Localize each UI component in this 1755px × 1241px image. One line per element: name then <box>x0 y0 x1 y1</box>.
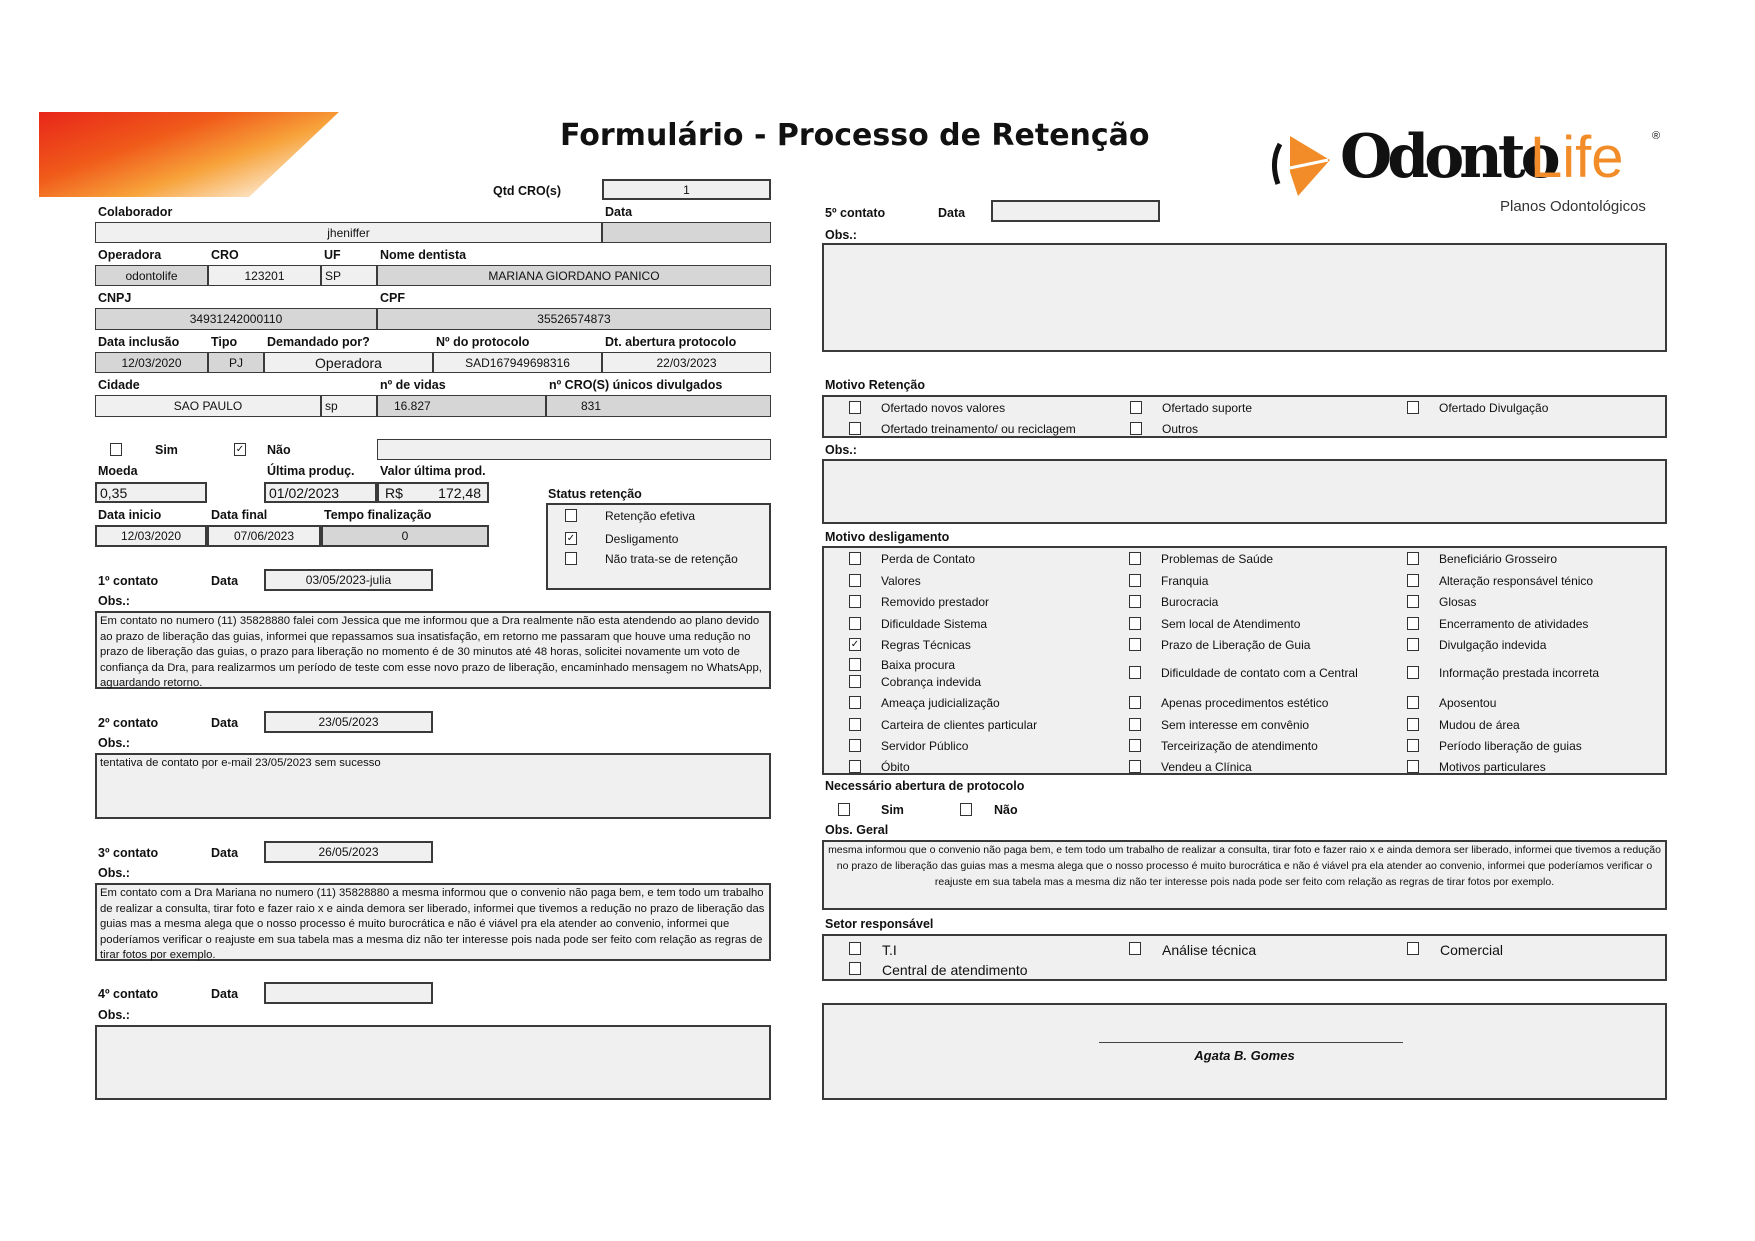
motivo-desligamento-2-9-checkbox[interactable] <box>1407 760 1419 773</box>
contato-4-data-label: Data <box>211 987 239 1001</box>
logo-text-orange: Life <box>1530 125 1624 190</box>
vidas-field[interactable]: 16.827 <box>377 395 546 417</box>
logo-text: Odonto <box>1340 122 1556 192</box>
page-title: Formulário - Processo de Retenção <box>560 118 1150 153</box>
obs-geral-text: mesma informou que o convenio não paga bem, e tem todo um trabalho de realizar a consulta, tirar foto e fazer raio x e ainda demora ser liberado, informei que tivemos a redução no prazo de liberação das guias mas a mesma alega que o nosso processo é muito burocrática e não é viável pra ela atender ao convenio, informei que poderíamos verificar o reajuste em sua tabela mas a mesma diz não ter interesse pois nada pode ser feito com relação as regras de tirar fotos por exemplo. <box>828 844 1661 888</box>
motivo-desligamento-1-1-label: Franquia <box>1161 574 1209 588</box>
motivo-desligamento-0-0-label: Perda de Contato <box>881 552 976 566</box>
setor-option-3-checkbox[interactable] <box>849 962 861 975</box>
moeda-field[interactable]: 0,35 <box>95 482 207 503</box>
contato-3-obs-label: Obs.: <box>98 866 130 880</box>
inicio-label: Data inicio <box>98 508 162 522</box>
registered-mark: ® <box>1652 130 1661 142</box>
qtd-cro-label: Qtd CRO(s) <box>493 184 562 198</box>
contato-3-label: 3º contato <box>98 846 159 860</box>
inclusao-field[interactable]: 12/03/2020 <box>95 352 208 373</box>
tipo-label: Tipo <box>211 335 238 349</box>
motivo-desligamento-0-1-label: Valores <box>881 574 921 588</box>
motivo-retencao-option-0-label: Ofertado novos valores <box>881 401 1006 415</box>
motivo-desligamento-2-5-label: Informação prestada incorreta <box>1439 666 1600 680</box>
motivo-desligamento-1-0-label: Problemas de Saúde <box>1161 552 1274 566</box>
motivo-desligamento-1-5-checkbox[interactable] <box>1129 666 1141 679</box>
colaborador-field[interactable]: jheniffer <box>95 222 602 243</box>
operadora-label: Operadora <box>98 248 162 262</box>
cnpj-field[interactable]: 34931242000110 <box>95 308 377 330</box>
motivo-desligamento-1-3-label: Sem local de Atendimento <box>1161 617 1301 631</box>
qtd-cro-field[interactable]: 1 <box>602 179 771 200</box>
contato-2-obs-field[interactable] <box>95 753 771 819</box>
status-option-1-checkbox[interactable]: ✓ <box>566 533 576 544</box>
contato-5-obs-label: Obs.: <box>825 228 857 242</box>
motivo-retencao-obs-field[interactable] <box>822 459 1667 524</box>
motivo-desligamento-0-3-label: Dificuldade Sistema <box>881 617 988 631</box>
setor-option-1-checkbox[interactable] <box>1129 942 1141 955</box>
contato-5-obs-field[interactable] <box>822 243 1667 352</box>
operadora-field[interactable]: odontolife <box>95 265 208 286</box>
motivo-desligamento-1-0-checkbox[interactable] <box>1129 552 1141 565</box>
cro-label: CRO <box>211 248 239 262</box>
cnpj-label: CNPJ <box>98 291 132 305</box>
protocolo-sim-checkbox[interactable] <box>838 803 850 816</box>
cros-field[interactable]: 831 <box>546 395 771 417</box>
uf-field[interactable]: SP <box>321 265 377 286</box>
protocolo-necessario-label: Necessário abertura de protocolo <box>825 779 1025 793</box>
logo-mark-icon <box>1268 132 1338 200</box>
obs-geral-label: Obs. Geral <box>825 823 889 837</box>
uf-label: UF <box>324 248 341 262</box>
contato-1-obs-text: Em contato no numero (11) 35828880 falei com Jessica que me informou que a Dra realmente não esta atendendo ao plano devido ao prazo de liberação das guias, informei que repassamos sua insatisfação, em retorno me passaram que houve uma redução no prazo de liberação das guias, o prazo para liberação no momento é de 30 minutos até 48 horas, solicitei novamente um voto de confiança da Dra, para realizarmos um período de teste com esse novo prazo de liberação, encaminhado mensagem no WhatsApp, aguardando retorno. <box>100 615 762 689</box>
tempo-field[interactable]: 0 <box>321 525 489 547</box>
contato-2-obs-text: tentativa de contato por e-mail 23/05/2023 sem sucesso <box>100 757 381 769</box>
motivo-desligamento-2-2-label: Glosas <box>1439 595 1477 609</box>
status-option-2-label: Não trata-se de retenção <box>605 552 738 566</box>
contato-5-obs-text <box>824 245 830 247</box>
motivo-desligamento-1-8-checkbox[interactable] <box>1129 739 1141 752</box>
motivo-desligamento-2-1-checkbox[interactable] <box>1407 574 1419 587</box>
setor-option-1-label: Análise técnica <box>1162 942 1257 958</box>
motivo-retencao-option-2-label: Ofertado Divulgação <box>1439 401 1549 415</box>
simnao-field[interactable] <box>377 439 771 460</box>
motivo-desligamento-0-9-checkbox[interactable] <box>849 739 861 752</box>
motivo-desligamento-0-5-checkbox[interactable] <box>849 658 861 671</box>
motivo-desligamento-1-4-label: Prazo de Liberação de Guia <box>1161 638 1311 652</box>
status-option-2-checkbox[interactable] <box>565 552 577 565</box>
motivo-desligamento-2-3-checkbox[interactable] <box>1407 617 1419 630</box>
sim-label: Sim <box>155 443 178 457</box>
motivo-desligamento-1-7-checkbox[interactable] <box>1129 718 1141 731</box>
cidade-field[interactable]: SAO PAULO <box>95 395 321 417</box>
signature-name: Agata B. Gomes <box>1194 1048 1295 1063</box>
cpf-label: CPF <box>380 291 405 305</box>
status-label: Status retenção <box>548 487 642 501</box>
setor-label: Setor responsável <box>825 917 934 931</box>
nao-checkbox[interactable]: ✓ <box>235 444 245 455</box>
motivo-desligamento-0-9-label: Servidor Público <box>881 739 969 753</box>
motivo-desligamento-0-10-label: Óbito <box>881 760 910 774</box>
motivo-retencao-obs-text <box>824 461 830 463</box>
tempo-label: Tempo finalização <box>324 508 432 522</box>
contato-3-data-label: Data <box>211 846 239 860</box>
motivo-desligamento-0-2-checkbox[interactable] <box>849 595 861 608</box>
obs-geral-field[interactable] <box>822 840 1667 910</box>
logo-tagline: Planos Odontológicos <box>1500 198 1646 215</box>
protocolo-label: Nº do protocolo <box>436 335 530 349</box>
final-field[interactable]: 07/06/2023 <box>207 525 321 547</box>
status-retencao-group <box>546 503 771 590</box>
setor-option-3-label: Central de atendimento <box>882 962 1028 978</box>
dentista-label: Nome dentista <box>380 248 467 262</box>
contato-5-label: 5º contato <box>825 206 886 220</box>
dentista-field[interactable]: MARIANA GIORDANO PANICO <box>377 265 771 286</box>
setor-option-0-checkbox[interactable] <box>849 942 861 955</box>
nao-label: Não <box>267 443 291 457</box>
motivo-desligamento-2-6-checkbox[interactable] <box>1407 696 1419 709</box>
motivo-desligamento-2-0-label: Beneficiário Grosseiro <box>1439 552 1558 566</box>
motivo-desligamento-1-7-label: Sem interesse em convênio <box>1161 718 1310 732</box>
contato-3-obs-field[interactable] <box>95 883 771 961</box>
motivo-desligamento-1-4-checkbox[interactable] <box>1129 638 1141 651</box>
motivo-desligamento-2-8-label: Período liberação de guias <box>1439 739 1582 753</box>
motivo-desligamento-2-4-label: Divulgação indevida <box>1439 638 1547 652</box>
motivo-desligamento-2-0-checkbox[interactable] <box>1407 552 1419 565</box>
cidade-uf-field[interactable]: sp <box>321 395 377 417</box>
ultima-label: Última produç. <box>267 464 355 478</box>
protocolo-nao-label: Não <box>994 803 1018 817</box>
decorative-banner <box>39 112 339 197</box>
contato-4-obs-label: Obs.: <box>98 1008 130 1022</box>
sim-checkbox[interactable] <box>110 443 122 456</box>
motivo-retencao-option-2-checkbox[interactable] <box>1407 401 1419 414</box>
motivo-desligamento-label: Motivo desligamento <box>825 530 950 544</box>
motivo-desligamento-0-8-checkbox[interactable] <box>849 718 861 731</box>
ultima-field[interactable]: 01/02/2023 <box>264 482 377 503</box>
vidas-label: nº de vidas <box>380 378 446 392</box>
motivo-desligamento-0-1-checkbox[interactable] <box>849 574 861 587</box>
cidade-label: Cidade <box>98 378 140 392</box>
motivo-desligamento-0-0-checkbox[interactable] <box>849 552 861 565</box>
motivo-desligamento-0-4-label: Regras Técnicas <box>881 638 971 652</box>
setor-option-2-label: Comercial <box>1440 942 1504 958</box>
contato-2-label: 2º contato <box>98 716 159 730</box>
motivo-desligamento-1-6-checkbox[interactable] <box>1129 696 1141 709</box>
inclusao-label: Data inclusão <box>98 335 180 349</box>
motivo-desligamento-0-6-label: Cobrança indevida <box>881 675 982 689</box>
contato-2-date-field[interactable]: 23/05/2023 <box>264 711 433 733</box>
motivo-desligamento-2-1-label: Alteração responsável ténico <box>1439 574 1594 588</box>
contato-5-date-field[interactable] <box>991 200 1160 222</box>
data-field[interactable] <box>602 222 771 243</box>
inicio-field[interactable]: 12/03/2020 <box>95 525 207 547</box>
abertura-field[interactable]: 22/03/2023 <box>602 352 771 373</box>
final-label: Data final <box>211 508 268 522</box>
status-option-0-checkbox[interactable] <box>565 509 577 522</box>
motivo-desligamento-2-9-label: Motivos particulares <box>1439 760 1546 774</box>
motivo-desligamento-group <box>822 546 1667 775</box>
motivo-retencao-obs-label: Obs.: <box>825 443 857 457</box>
motivo-desligamento-1-1-checkbox[interactable] <box>1129 574 1141 587</box>
contato-4-obs-text <box>97 1027 103 1029</box>
cpf-field[interactable]: 35526574873 <box>377 308 771 330</box>
contato-1-label: 1º contato <box>98 574 159 588</box>
motivo-desligamento-1-9-label: Vendeu a Clínica <box>1161 760 1252 774</box>
currency-symbol: R$ <box>385 484 403 501</box>
motivo-desligamento-0-10-checkbox[interactable] <box>849 760 861 773</box>
motivo-desligamento-0-8-label: Carteira de clientes particular <box>881 718 1038 732</box>
motivo-desligamento-0-6-checkbox[interactable] <box>849 675 861 688</box>
motivo-retencao-option-1-checkbox[interactable] <box>1130 401 1142 414</box>
setor-option-0-label: T.I <box>882 942 897 958</box>
motivo-desligamento-1-6-label: Apenas procedimentos estético <box>1161 696 1329 710</box>
contato-2-data-label: Data <box>211 716 239 730</box>
motivo-desligamento-1-8-label: Terceirização de atendimento <box>1161 739 1318 753</box>
valor-field[interactable] <box>377 482 489 503</box>
contato-1-obs-field[interactable] <box>95 611 771 689</box>
motivo-desligamento-0-4-checkbox[interactable]: ✓ <box>850 639 860 650</box>
motivo-retencao-option-3-label: Ofertado treinamento/ ou reciclagem <box>881 422 1076 436</box>
protocolo-field[interactable]: SAD167949698316 <box>433 352 602 373</box>
data-label: Data <box>605 205 633 219</box>
contato-3-date-field[interactable]: 26/05/2023 <box>264 841 433 863</box>
motivo-retencao-option-4-checkbox[interactable] <box>1130 422 1142 435</box>
motivo-desligamento-2-6-label: Aposentou <box>1439 696 1497 710</box>
abertura-label: Dt. abertura protocolo <box>605 335 737 349</box>
signature-box <box>822 1003 1667 1100</box>
setor-option-2-checkbox[interactable] <box>1407 942 1419 955</box>
valor-value: 172,48 <box>438 484 481 501</box>
signature-line <box>1099 1042 1403 1043</box>
contato-1-obs-label: Obs.: <box>98 594 130 608</box>
contato-5-data-label: Data <box>938 206 966 220</box>
contato-4-date-field[interactable] <box>264 982 433 1004</box>
motivo-desligamento-2-7-label: Mudou de área <box>1439 718 1520 732</box>
motivo-desligamento-2-2-checkbox[interactable] <box>1407 595 1419 608</box>
motivo-desligamento-2-4-checkbox[interactable] <box>1407 638 1419 651</box>
status-option-1-label: Desligamento <box>605 532 679 546</box>
motivo-desligamento-2-5-checkbox[interactable] <box>1407 666 1419 679</box>
motivo-desligamento-0-7-checkbox[interactable] <box>849 696 861 709</box>
odontolife-logo <box>1268 122 1668 223</box>
motivo-desligamento-1-3-checkbox[interactable] <box>1129 617 1141 630</box>
motivo-retencao-option-1-label: Ofertado suporte <box>1162 401 1253 415</box>
contato-2-obs-label: Obs.: <box>98 736 130 750</box>
contato-4-obs-field[interactable] <box>95 1025 771 1100</box>
cros-label: nº CRO(S) únicos divulgados <box>549 378 723 392</box>
status-option-0-label: Retenção efetiva <box>605 509 696 523</box>
motivo-desligamento-0-2-label: Removido prestador <box>881 595 990 609</box>
motivo-desligamento-0-5-label: Baixa procura <box>881 658 956 672</box>
motivo-desligamento-1-9-checkbox[interactable] <box>1129 760 1141 773</box>
motivo-desligamento-2-8-checkbox[interactable] <box>1407 739 1419 752</box>
motivo-desligamento-0-7-label: Ameaça judicialização <box>881 696 1000 710</box>
motivo-desligamento-0-3-checkbox[interactable] <box>849 617 861 630</box>
motivo-desligamento-1-2-checkbox[interactable] <box>1129 595 1141 608</box>
contato-1-data-label: Data <box>211 574 239 588</box>
setor-group <box>822 934 1667 981</box>
contato-4-label: 4º contato <box>98 987 159 1001</box>
moeda-label: Moeda <box>98 464 138 478</box>
tipo-field[interactable]: PJ <box>208 352 264 373</box>
motivo-retencao-option-0-checkbox[interactable] <box>849 401 861 414</box>
motivo-desligamento-1-2-label: Burocracia <box>1161 595 1219 609</box>
contato-3-obs-text: Em contato com a Dra Mariana no numero (11) 35828880 a mesma informou que o convenio não paga bem, e tem todo um trabalho de realizar a consulta, tirar foto e fazer raio x e ainda demora ser liberado, informei que tivemos a redução no prazo de liberação das guias mas a mesma alega que o nosso processo é muito burocrática e não é viável pra ela atender ao convenio, informei que poderíamos verificar o reajuste em sua tabela mas a mesma diz não ter interesse pois nada pode ser feito com relação as regras de tirar fotos por exemplo. <box>100 887 765 961</box>
demandado-label: Demandado por? <box>267 335 370 349</box>
motivo-retencao-option-3-checkbox[interactable] <box>849 422 861 435</box>
motivo-desligamento-2-7-checkbox[interactable] <box>1407 718 1419 731</box>
motivo-retencao-group <box>822 395 1667 438</box>
motivo-desligamento-2-3-label: Encerramento de atividades <box>1439 617 1589 631</box>
motivo-retencao-option-4-label: Outros <box>1162 422 1199 436</box>
protocolo-sim-label: Sim <box>881 803 904 817</box>
motivo-retencao-label: Motivo Retenção <box>825 378 926 392</box>
cro-field[interactable]: 123201 <box>208 265 321 286</box>
motivo-desligamento-1-5-label: Dificuldade de contato com a Central <box>1161 666 1358 680</box>
contato-1-date-field[interactable]: 03/05/2023-julia <box>264 569 433 591</box>
valor-label: Valor última prod. <box>380 464 486 478</box>
colaborador-label: Colaborador <box>98 205 173 219</box>
demandado-field[interactable]: Operadora <box>264 352 433 373</box>
protocolo-nao-checkbox[interactable] <box>960 803 972 816</box>
